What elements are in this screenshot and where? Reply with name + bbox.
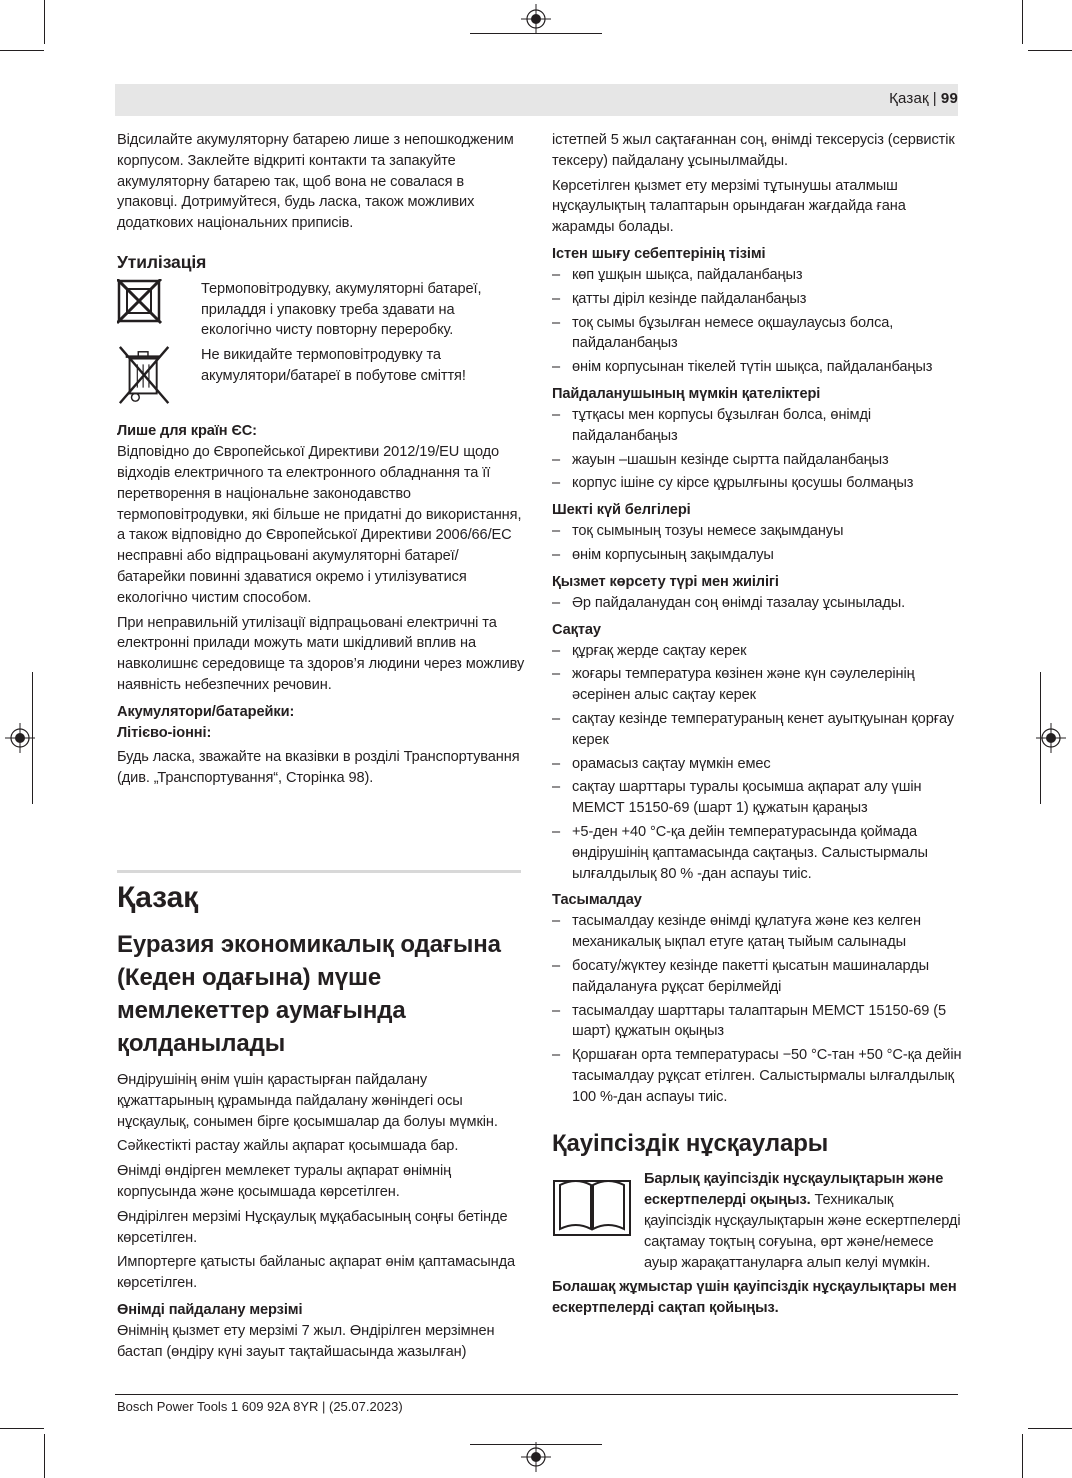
header-section: Қазақ	[889, 90, 929, 107]
language-title: Қазақ	[117, 881, 199, 914]
disposal-warning-text: Не викидайте термоповітродувку та акумулятори/батареї в побутове сміття!	[201, 347, 466, 384]
footer-rule	[115, 1394, 958, 1395]
list-item: – Әр пайдаланудан соң өнімді тазалау ұсынылады.	[552, 593, 962, 614]
kz-paragraph: Өнімді өндірген мемлекет туралы ақпарат өнімнің корпусында және қосымшада көрсетілген.	[117, 1163, 452, 1200]
list-item: – сақтау кезінде температураның кенет ауытқуынан қорғау керек	[552, 709, 962, 751]
disposal-row	[117, 345, 525, 407]
registration-mark-icon	[521, 1442, 551, 1472]
shipping-paragraph: Відсилайте акумуляторну батарею лише з непошкодженим корпусом. Заклейте відкриті контакти та запакуйте акумуляторну батарею так, щоб вона не совалася в упаковці. Дотримуйтеся, будь ласка, також можливих додаткових національних приписів.	[117, 132, 514, 232]
kz-paragraph: Сәйкестікті растау жайлы ақпарат қосымшада бар.	[117, 1138, 459, 1155]
safety-block	[552, 1169, 962, 1273]
crop-mark	[44, 0, 45, 44]
list-item: – қатты діріл кезінде пайдаланбаңыз	[552, 289, 962, 310]
transport-list	[552, 911, 962, 1107]
lifetime-continued: істетпей 5 жыл сақтағаннан соң, өнімді тексерусіз (сервистік тексеру) пайдалану ұсынылмайды.	[552, 132, 955, 169]
list-item: – өнім корпусының зақымдалуы	[552, 545, 962, 566]
lifetime-heading: Өнімді пайдалану мерзімі	[117, 1301, 303, 1318]
list-item: – орамасыз сақтау мүмкін емес	[552, 754, 962, 775]
crop-mark	[44, 1434, 45, 1478]
safety-text: Техникалық қауіпсіздік нұсқаулықтарын және ескертпелерді сақтамау тоқтың соғуына, өрт және/немесе ауыр жарақаттануларға алып келуі мүмкін.	[644, 1192, 961, 1271]
list-item: – жоғары температура көзінен және күн сәулелерінің әсерінен алыс сақтау керек	[552, 664, 962, 706]
right-column	[552, 130, 962, 1323]
list-item: – тоқ сымының тозуы немесе зақымдануы	[552, 521, 962, 542]
kazakh-section	[117, 880, 527, 1367]
page-header: Қазақ | 99	[889, 90, 958, 107]
kz-paragraph: Өндірушінің өнім үшін қарастырған пайдалану құжаттарының құрамында пайдалану жөніндегі осы нұсқаулық, сонымен бірге қосымшалар да болуы мүмкін.	[117, 1072, 498, 1130]
limit-heading: Шекті күй белгілері	[552, 502, 691, 519]
list-item: – тоқ сымы бұзылған немесе оқшаулаусыз болса, пайдаланбаңыз	[552, 313, 962, 355]
list-item: – корпус ішіне су кірсе құрылғыны қосушы болмаңыз	[552, 473, 962, 494]
registration-mark-icon	[1036, 723, 1066, 753]
errors-heading: Пайдаланушының мүмкін қателіктері	[552, 385, 821, 402]
recycle-package-icon	[117, 279, 177, 335]
lifetime-paragraph: Өнімнің қызмет ету мерзімі 7 жыл. Өндірілген мерзімнен бастап (өндіру күні зауыт тақтайшасында жазылған)	[117, 1322, 495, 1360]
registration-mark-icon	[5, 723, 35, 753]
safety-final: Болашақ жұмыстар үшін қауіпсіздік нұсқаулықтары мен ескертпелерді сақтап қойыңыз.	[552, 1279, 957, 1317]
service-heading: Қызмет көрсету түрі мен жиілігі	[552, 573, 779, 590]
limit-list	[552, 521, 962, 566]
list-item: – +5-ден +40 °C-қа дейін температурасында қоймада өндірушінің қаптамасында сақтаңыз. Салыстырмалы ылғалдылық 80 % -дан аспауы тиіс.	[552, 822, 962, 884]
safety-title: Қауіпсіздік нұсқаулары	[552, 1130, 829, 1158]
list-item: – Қоршаған орта температурасы −50 °C-тан +50 °C-қа дейін тасымалдау рұқсат етілген. Салыстырмалы ылғалдылық 100 %-дан аспауы тиіс.	[552, 1045, 962, 1107]
crop-mark	[1028, 50, 1072, 51]
list-item: – тасымалдау кезінде өнімді құлатуға және кез келген механикалық ықпал етуге қатаң тыйым салынады	[552, 911, 962, 953]
kz-paragraph: Өндірілген мерзімі Нұсқаулық мұқабасының соңғы бетінде көрсетілген.	[117, 1208, 508, 1246]
eu-paragraph: Відповідно до Європейської Директиви 2012/19/EU щодо відходів електричного та електронного обладнання та її перетворення в національне законодавство термоповітродувки, які більше не придатні до використання, а також відповідно до Європейської Директиви 2006/66/EC несправні або відпрацьовані акумуляторні батареї/батарейки повинні здаватися окремо і утилізуватися екологічно чистим способом.	[117, 444, 522, 606]
crossed-bin-icon	[117, 345, 177, 407]
list-item: – өнім корпусынан тікелей түтін шықса, пайдаланбаңыз	[552, 357, 962, 378]
failure-list	[552, 265, 962, 378]
list-item: – құрғақ жерде сақтау керек	[552, 641, 962, 662]
transport-heading: Тасымалдау	[552, 892, 642, 909]
failure-heading: Істен шығу себептерінің тізімі	[552, 245, 766, 262]
liion-heading: Літієво-іонні:	[117, 724, 212, 741]
footer-text: Bosch Power Tools 1 609 92A 8YR | (25.07.2023)	[117, 1399, 403, 1414]
disposal-heading: Утилізація	[117, 251, 207, 272]
header-bar	[115, 84, 958, 116]
crop-mark	[0, 1428, 44, 1429]
lifetime-validity: Көрсетілген қызмет ету мерзімі тұтынушы аталмыш нұсқаулықтың талаптарын орындаған жағдайда ғана жарамды болады.	[552, 177, 906, 236]
page-number: 99	[940, 90, 958, 107]
list-item: – тасымалдау шарттары талаптарын МЕМСТ 15150-69 (5 шарт) құжатын оқыңыз	[552, 1001, 962, 1043]
eaeu-title: Еуразия экономикалық одағына (Кеден одағына) мүше мемлекеттер аумағында қолданылады	[117, 931, 501, 1057]
service-list	[552, 593, 962, 614]
disposal-row	[117, 279, 525, 341]
eu-heading: Лише для країн ЄС:	[117, 423, 257, 440]
liion-paragraph: Будь ласка, зважайте на вказівки в розділі Транспортування (див. „Транспортування“, Сторінка 98).	[117, 748, 520, 786]
crop-mark	[1028, 1428, 1072, 1429]
kz-paragraph: Импортерге қатысты байланыс ақпарат өнім қаптамасында көрсетілген.	[117, 1254, 516, 1292]
storage-heading: Сақтау	[552, 621, 601, 638]
storage-list	[552, 641, 962, 885]
crop-mark	[1022, 0, 1023, 44]
battery-heading: Акумулятори/батарейки:	[117, 703, 295, 720]
left-column	[117, 130, 525, 792]
crop-mark	[1022, 1434, 1023, 1478]
crop-mark	[0, 50, 44, 51]
registration-mark-icon	[521, 4, 551, 34]
list-item: – босату/жүктеу кезінде пакетті қысатын машиналарды пайдалануға рұқсат берілмейді	[552, 956, 962, 998]
list-item: – сақтау шарттары туралы қосымша ақпарат алу үшін МЕМСТ 15150-69 (шарт 1) құжатын қараңыз	[552, 777, 962, 819]
disposal-text: Термоповітродувку, акумуляторні батареї, приладдя і упаковку треба здавати на екологічно чисту повторну переробку.	[201, 280, 482, 339]
section-divider	[117, 870, 521, 873]
eu-paragraph-2: При неправильній утилізації відпрацьовані електричні та електронні прилади можуть мати шкідливий вплив на навколишнє середовище та здоров’я людини через можливу наявність небезпечних речовин.	[117, 614, 525, 693]
list-item: – көп ұшқын шықса, пайдаланбаңыз	[552, 265, 962, 286]
safety-bold-text: Барлық қауіпсіздік нұсқаулықтарын және ескертпелерді оқыңыз.	[644, 1171, 944, 1209]
list-item: – тұтқасы мен корпусы бұзылған болса, өнімді пайдаланбаңыз	[552, 405, 962, 447]
errors-list	[552, 405, 962, 494]
list-item: – жауын –шашын кезінде сыртта пайдаланбаңыз	[552, 450, 962, 471]
read-manual-book-icon	[552, 1173, 632, 1237]
